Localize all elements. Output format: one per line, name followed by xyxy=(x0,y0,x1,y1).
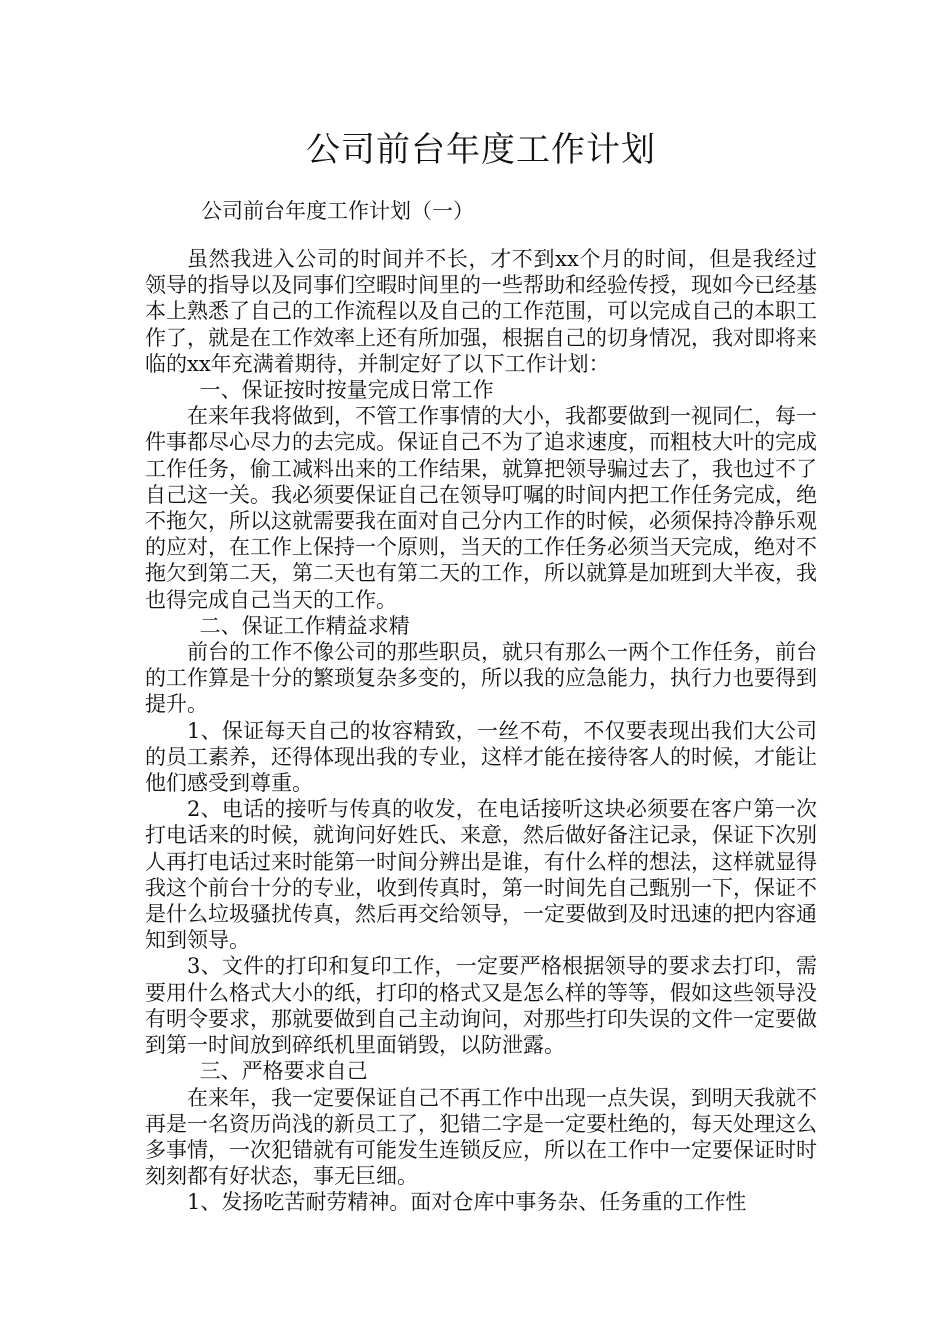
paragraph: 3、文件的打印和复印工作，一定要严格根据领导的要求去打印，需要用什么格式大小的纸，打印的格式又是怎么样的等等，假如这些领导没有明令要求，那就要做到自己主动询问，对那些打印失误的文件一定要做到第一时间放到碎纸机里面销毁，以防泄露。 xyxy=(145,954,817,1058)
paragraph-intro: 虽然我进入公司的时间并不长，才不到xx个月的时间，但是我经过领导的指导以及同事们空暇时间里的一些帮助和经验传授，现如今已经基本上熟悉了自己的工作流程以及自己的工作范围，可以完成自己的本职工作了，就是在工作效率上还有所加强，根据自己的切身情况，我对即将来临的xx年充满着期待，并制定好了以下工作计划： xyxy=(145,247,817,376)
paragraph: 2、电话的接听与传真的收发，在电话接听这块必须要在客户第一次打电话来的时候，就询问好姓氏、来意，然后做好备注记录，保证下次别人再打电话过来时能第一时间分辨出是谁，有什么样的想法，这样就显得我这个前台十分的专业，收到传真时，第一时间先自己甄别一下，保证不是什么垃圾骚扰传真，然后再交给领导，一定要做到及时迅速的把内容通知到领导。 xyxy=(145,797,817,953)
paragraph: 前台的工作不像公司的那些职员，就只有那么一两个工作任务，前台的工作算是十分的繁琐复杂多变的，所以我的应急能力，执行力也要得到提升。 xyxy=(145,640,817,717)
paragraph: 1、保证每天自己的妆容精致，一丝不苟，不仅要表现出我们大公司的员工素养，还得体现出我的专业，这样才能在接待客人的时候，才能让他们感受到尊重。 xyxy=(145,718,817,796)
document-title: 公司前台年度工作计划 xyxy=(306,130,656,170)
section-heading-1: 一、保证按时按量完成日常工作 xyxy=(199,378,494,403)
section-heading-2: 二、保证工作精益求精 xyxy=(199,613,410,638)
section-heading-3: 三、严格要求自己 xyxy=(199,1059,368,1084)
paragraph: 在来年我将做到，不管工作事情的大小，我都要做到一视同仁，每一件事都尽心尽力的去完成。保证自己不为了追求速度，而粗枝大叶的完成工作任务，偷工减料出来的工作结果，就算把领导骗过去了，我也过不了自己这一关。我必须要保证自己在领导叮嘱的时间内把工作任务完成，绝不拖欠，所以这就需要我在面对自己分内工作的时候，必须保持冷静乐观的应对，在工作上保持一个原则，当天的工作任务必须当天完成，绝对不拖欠到第二天，第二天也有第二天的工作，所以就算是加班到大半夜，我也得完成自己当天的工作。 xyxy=(145,404,817,612)
document-subtitle: 公司前台年度工作计划（一） xyxy=(201,199,474,223)
paragraph: 在来年，我一定要保证自己不再工作中出现一点失误，到明天我就不再是一名资历尚浅的新员工了，犯错二字是一定要杜绝的，每天处理这么多事情，一次犯错就有可能发生连锁反应，所以在工作中一定要保证时时刻刻都有好状态，事无巨细。 xyxy=(145,1085,817,1189)
paragraph: 1、发扬吃苦耐劳精神。面对仓库中事务杂、任务重的工作性 xyxy=(187,1190,747,1215)
document-body xyxy=(145,246,817,1216)
